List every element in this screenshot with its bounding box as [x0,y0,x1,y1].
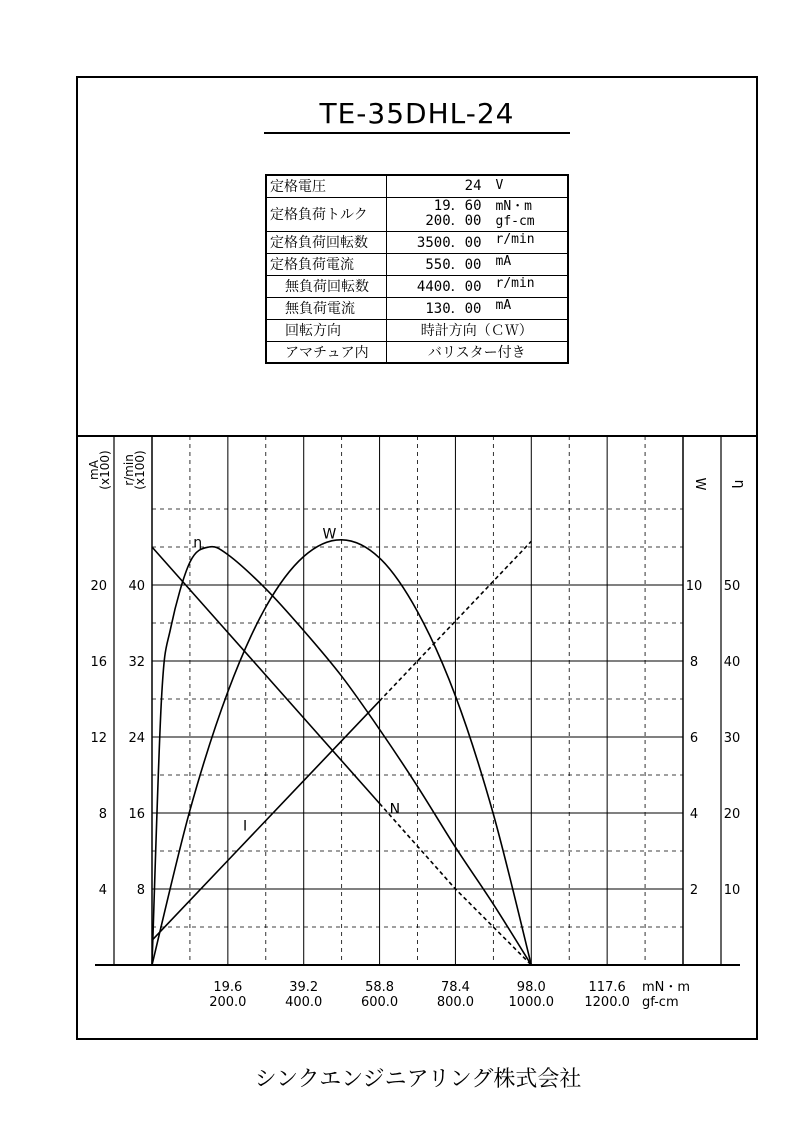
company-name: シンクエンジニアリング株式会社 [254,1067,582,1092]
svg-text:r/min(x100): r/min(x100) [122,450,147,490]
spec-label: アマチュア内 [266,341,386,363]
power-tick-label: 6 [689,731,699,746]
series-label-N: N [389,801,401,818]
torque-tick-label-mnm: 78.4 [440,980,470,995]
spec-label: 定格負荷トルク [266,197,386,231]
chart-grid [152,436,683,965]
torque-tick-label-mnm: 39.2 [289,980,319,995]
axis-tick-labels [90,579,740,1010]
torque-tick-label-gfcm: 400.0 [285,995,323,1010]
spec-label: 定格電圧 [266,175,386,197]
svg-text:mA(x100): mA(x100) [87,450,112,490]
efficiency-tick-label: 20 [723,807,741,822]
torque-tick-label-mnm: 58.8 [365,980,395,995]
current-tick-label: 8 [98,807,107,822]
spec-value: 550．00 [425,257,482,273]
spec-label: 定格負荷回転数 [266,231,386,253]
speed-tick-label: 40 [128,579,145,594]
spec-label: 回転方向 [266,319,386,341]
current-axis-title [87,450,112,489]
torque-unit-gfcm: gf-cm [642,995,679,1010]
chart-curves [152,526,531,965]
efficiency-axis-title: η [731,479,747,489]
current-tick-label: 12 [90,731,107,746]
efficiency-tick-label: 50 [723,579,741,594]
spec-value: バリスター付き [386,341,568,363]
torque-tick-label-gfcm: 600.0 [360,995,399,1010]
torque-unit-mnm: mN・m [642,980,691,995]
spec-value: 24 [464,178,482,195]
efficiency-tick-label: 40 [723,655,741,670]
spec-value: 19．60 [433,198,482,214]
power-axis-title: W [692,477,707,491]
torque-tick-label-mnm: 19.6 [213,980,243,995]
torque-tick-label-gfcm: 200.0 [209,995,247,1010]
spec-unit-2: gf-cm [495,214,535,229]
spec-value-2: 200．00 [425,213,482,229]
spec-value: 3500．00 [416,235,482,251]
spec-unit: mA [495,254,512,269]
spec-unit: V [495,178,504,194]
model-title: TE-35DHL-24 [264,96,570,134]
efficiency-tick-label: 30 [723,731,741,746]
spec-unit: r/min [495,276,535,291]
current-tick-label: 16 [90,655,107,670]
spec-unit: mN・m [495,199,532,214]
spec-label: 無負荷回転数 [266,275,386,297]
series-label-η: η [193,535,203,552]
power-tick-label: 2 [689,883,699,898]
speed-tick-label: 32 [128,655,145,670]
spec-value: 4400．00 [416,279,482,295]
spec-label: 定格負荷電流 [266,253,386,275]
power-tick-label: 4 [689,807,699,822]
torque-tick-label-gfcm: 1000.0 [508,995,555,1010]
torque-tick-label-mnm: 98.0 [516,980,546,995]
torque-tick-label-gfcm: 1200.0 [584,995,630,1010]
series-label-W: W [322,526,337,543]
speed-tick-label: 16 [128,807,145,822]
current-tick-label: 4 [98,883,107,898]
power-tick-label: 8 [689,655,699,670]
current-tick-label: 20 [90,579,107,594]
torque-tick-label-mnm: 117.6 [588,980,626,995]
spec-value: 時計方向（ＣＷ） [386,319,568,341]
spec-unit: mA [495,298,512,313]
power-tick-label: 10 [685,579,703,594]
spec-unit: r/min [495,232,535,247]
speed-tick-label: 24 [128,731,145,746]
speed-axis-title [122,450,147,489]
torque-tick-label-gfcm: 800.0 [436,995,475,1010]
efficiency-tick-label: 10 [723,883,741,898]
spec-value: 130．00 [425,301,482,317]
series-label-I: I [243,818,248,835]
spec-label: 無負荷電流 [266,297,386,319]
speed-tick-label: 8 [136,883,145,898]
